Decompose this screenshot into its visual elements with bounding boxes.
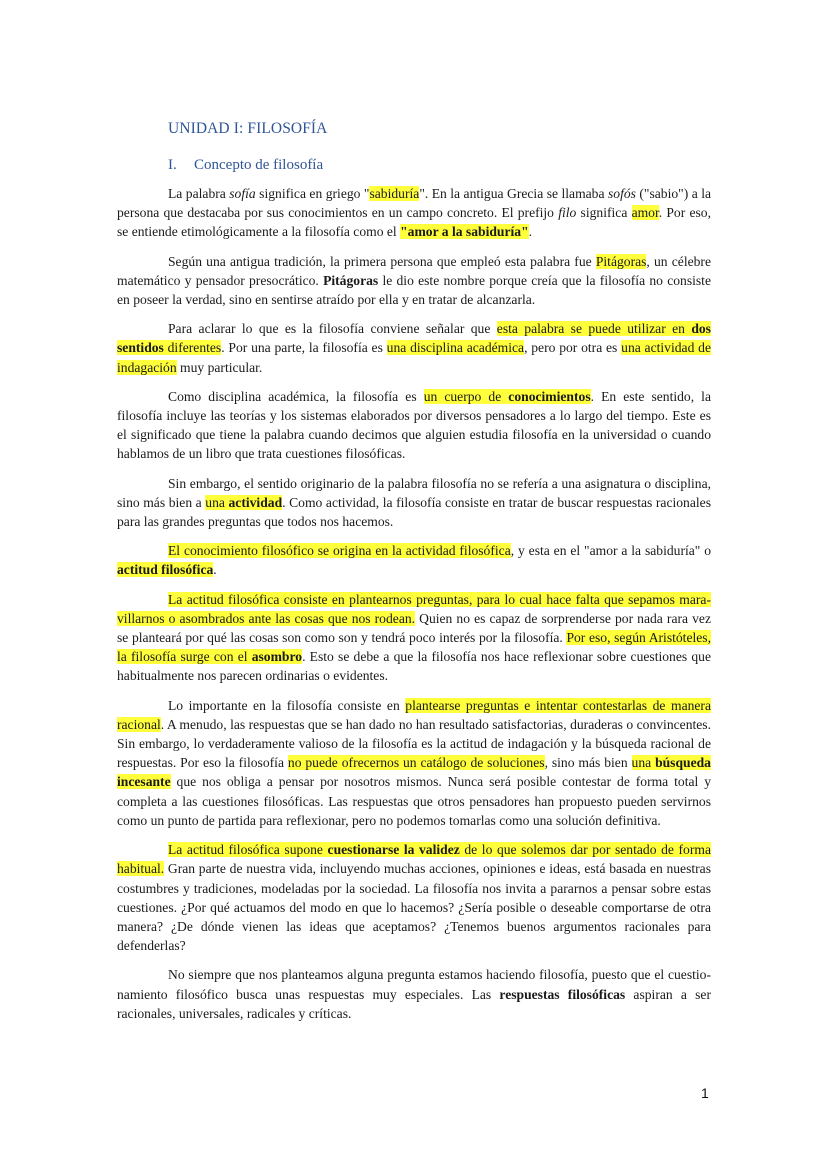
highlighted-text: conocimientos: [508, 388, 591, 404]
text-span: muy particular.: [176, 359, 263, 375]
highlighted-text: sabiduría: [369, 186, 420, 201]
highlighted-text: Pitágoras: [595, 253, 647, 269]
document-body: [117, 184, 711, 1033]
paragraph: [117, 319, 711, 377]
text-span: .: [213, 562, 217, 578]
highlighted-text: actitud filosófica: [117, 562, 214, 578]
text-span: aspiran a ser racionales, universales, radicales y críticas.: [117, 986, 711, 1021]
text-span: Lo importante en la filosofía consiste en: [168, 697, 406, 713]
text-span: , y esta en el "amor a la sabiduría" o: [510, 543, 711, 559]
highlighted-text: de lo que solemos dar por sentado de forma habitual.: [117, 842, 711, 877]
paragraph: [117, 252, 711, 310]
highlighted-text: asombro: [251, 649, 303, 665]
highlighted-text: no puede ofrecernos un catálogo de soluciones: [287, 755, 545, 771]
text-span: Gran parte de nuestra vida, incluyendo muchas acciones, opiniones e ideas, está basada en nuestras costumbres y tradiciones, modeladas por la sociedad. La filosofía nos invita a pararnos a pensar sobre estas cuestiones. ¿Por qué actuamos del modo en que lo hacemos? ¿Sería posible o deseable comportarse de otra manera? ¿De dónde vienen las ideas que aceptamos? ¿Tenemos buenos argumentos racionales para defenderlas?: [117, 861, 711, 954]
text-span: . Por eso, se entiende etimológicamente a la filosofía como el: [117, 205, 711, 240]
paragraph: [117, 590, 711, 686]
highlighted-text: esta palabra se puede utilizar en: [496, 321, 692, 337]
text-span: Quien no es capaz de sorprenderse por nada rara vez se planteará por qué las cosas son como son y tendrá poco interés por la filosofía.: [117, 610, 711, 646]
highlighted-text: cuestionarse la validez: [327, 842, 460, 858]
highlighted-text: una: [205, 494, 229, 510]
text-span: Según una antigua tradición, la primera persona que empleó esta palabra fue: [168, 253, 596, 269]
text-span: La palabra: [168, 186, 230, 201]
highlighted-text: una: [631, 755, 656, 771]
paragraph: [117, 840, 711, 955]
unit-title: UNIDAD I: FILOSOFÍA: [168, 120, 328, 137]
section-heading: [168, 157, 323, 174]
paragraph: [117, 696, 711, 830]
text-span: Sin embargo, el sentido originario de la palabra filosofía no se refería a una asignatura o disciplina, sino más bien a: [117, 475, 711, 510]
text-span: ". En la antigua Grecia se llamaba: [419, 186, 608, 201]
page-number: 1: [701, 1085, 709, 1101]
text-span: significa: [576, 205, 632, 221]
highlighted-text: La actitud filosófica consiste en plantearnos preguntas, para lo cual hace falta que sepamos maravillarnos o asombrados ante las cosas que nos rodean.: [117, 591, 711, 626]
highlighted-text: "amor a la sabiduría": [400, 224, 529, 240]
text-span: filo: [558, 205, 577, 221]
highlighted-text: amor: [631, 205, 659, 221]
highlighted-text: un cuerpo de: [423, 388, 509, 404]
text-span: . Por una parte, la filosofía es: [221, 340, 387, 356]
section-title: Concepto de filosofía: [194, 157, 324, 173]
text-span: significa en griego ": [255, 186, 370, 201]
paragraph: [117, 541, 711, 579]
text-span: No siempre que nos planteamos alguna pregunta estamos haciendo filosofía, puesto que el cuestionamiento filosófico busca unas respuestas muy especiales. Las: [117, 967, 711, 1002]
text-span: sofós: [607, 186, 636, 201]
section-number: I.: [168, 157, 177, 173]
text-span: .: [528, 224, 533, 240]
text-span: . Como actividad, la filosofía consiste en tratar de buscar respuestas racionales para las grandes preguntas que todos nos hacemos.: [117, 494, 711, 530]
text-span: Para aclarar lo que es la filosofía conviene señalar que: [168, 321, 497, 337]
text-span: , un célebre matemático y pensador presocrático.: [117, 253, 711, 288]
text-span: que nos obliga a pensar por nosotros mismos. Nunca será posible contestar de forma total y completa a las cuestiones filosóficas. Las respuestas que otros pensadores han propuesto pueden servirnos como un punto de partida para reflexionar, pero no podemos tomarlas como una solución definitiva.: [117, 774, 711, 828]
paragraph: [117, 184, 711, 242]
text-span: . En este sentido, la filosofía incluye las teorías y los sistemas elaborados por diversos pensadores a lo largo del tiempo. Este es el significado que tiene la palabra cuando decimos que alguien estudia filosofía en la universidad o cuando hablamos de un libro que trata cuestiones filosóficas.: [117, 388, 711, 462]
text-span: , sino más bien: [544, 755, 632, 771]
highlighted-text: Por eso, según Aristóteles, la filosofía surge con el: [117, 630, 711, 665]
paragraph: [117, 965, 711, 1023]
text-span: . Esto se debe a que la filosofía nos hace reflexionar sobre cuestiones que habitualmente nos parecen ordinarias o evidentes.: [117, 649, 711, 684]
text-span: Pitágoras: [323, 272, 379, 288]
highlighted-text: actividad: [228, 494, 283, 510]
highlighted-text: una disciplina académica: [386, 340, 525, 356]
text-span: respuestas filosóficas: [499, 986, 626, 1002]
highlighted-text: una actividad de indagación: [117, 340, 711, 375]
highlighted-text: La actitud filosófica supone: [168, 842, 328, 858]
text-span: Como disciplina académica, la filosofía es: [168, 388, 424, 404]
highlighted-text: El conocimiento filosófico se origina en la actividad filosófica: [168, 543, 511, 559]
text-span: sofía: [229, 186, 256, 201]
highlighted-text: dos sentidos: [117, 321, 711, 356]
highlighted-text: diferentes: [163, 340, 222, 356]
text-span: , pero por otra es: [524, 340, 622, 356]
highlighted-text: plantearse preguntas e intentar contestarlas de manera racional: [117, 697, 711, 732]
text-span: le dio este nombre porque creía que la filosofía no consiste en poseer la verdad, sino en sentirse atraído por ella y en tratar de alcanzarla.: [117, 272, 711, 308]
paragraph: [117, 474, 711, 532]
text-span: . A menudo, las respuestas que se han dado no han resultado satisfactorias, duraderas o convincentes. Sin embargo, lo verdaderamente valioso de la filosofía es la actitud de indagación y la búsqueda racional de respuestas. Por eso la filosofía: [117, 716, 711, 771]
highlighted-text: búsqueda incesante: [117, 755, 711, 790]
text-span: ("sabio") a la persona que destacaba por sus conocimientos en un campo concreto. El prefijo: [117, 186, 712, 221]
paragraph: [117, 387, 711, 464]
